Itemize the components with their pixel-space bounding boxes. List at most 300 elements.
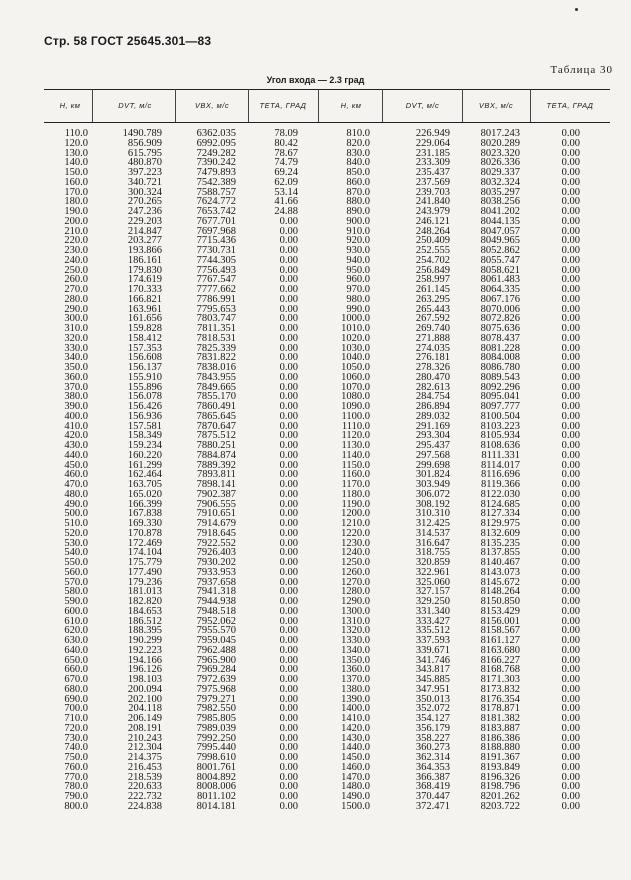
table-cell: 680.0 xyxy=(64,683,88,695)
column-header-h: H, км xyxy=(340,101,362,110)
table-cell: 8191.367 xyxy=(480,752,520,763)
table-cell: 7697.968 xyxy=(196,225,236,237)
table-cell: 343.817 xyxy=(415,664,450,676)
table-cell: 166.399 xyxy=(127,498,162,510)
table-cell: 1380.0 xyxy=(341,683,370,695)
column-header-dvt: DVT, м/с xyxy=(118,101,152,110)
table-cell: 0.00 xyxy=(561,742,580,754)
table-cell: 8067.176 xyxy=(480,293,520,305)
table-cell: 0.00 xyxy=(279,264,298,276)
table-cell: 1190.0 xyxy=(341,498,370,510)
table-cell: 8008.006 xyxy=(196,781,236,793)
table-cell: 8129.975 xyxy=(480,518,520,529)
table-cell: 0.00 xyxy=(561,664,580,676)
table-cell: 297.568 xyxy=(415,449,450,461)
table-cell: 276.181 xyxy=(415,352,450,364)
table-cell: 306.072 xyxy=(415,488,450,500)
table-cell: 8156.001 xyxy=(480,615,520,627)
table-cell: 460.0 xyxy=(64,469,88,481)
table-cell: 7860.491 xyxy=(196,401,236,412)
table-cell: 910.0 xyxy=(346,225,370,237)
table-cell: 310.310 xyxy=(415,508,450,520)
table-cell: 560.0 xyxy=(64,566,88,578)
table-cell: 282.613 xyxy=(415,381,450,393)
table-cell: 8111.331 xyxy=(481,449,520,461)
table-cell: 372.471 xyxy=(415,800,450,812)
table-cell: 330.0 xyxy=(64,342,88,354)
table-cell: 7998.610 xyxy=(196,752,236,763)
table-cell: 860.0 xyxy=(346,176,370,188)
table-cell: 8052.862 xyxy=(480,245,520,256)
table-cell: 0.00 xyxy=(561,752,580,763)
table-cell: 870.0 xyxy=(346,186,370,198)
table-cell: 8095.041 xyxy=(480,391,520,403)
table-cell: 333.427 xyxy=(415,615,450,627)
table-cell: 247.236 xyxy=(127,206,162,217)
table-cell: 8038.256 xyxy=(480,196,520,208)
table-cell: 78.09 xyxy=(274,128,298,139)
table-cell: 0.00 xyxy=(279,654,298,666)
table-cell: 7870.647 xyxy=(196,420,236,432)
table-cell: 1500.0 xyxy=(341,800,370,812)
table-cell: 246.121 xyxy=(415,215,450,227)
table-cell: 0.00 xyxy=(279,625,298,637)
table-cell: 480.870 xyxy=(127,157,162,169)
table-cell: 7992.250 xyxy=(196,732,236,744)
table-cell: 0.00 xyxy=(279,537,298,549)
table-cell: 0.00 xyxy=(561,547,580,559)
table-cell: 220.0 xyxy=(64,235,88,247)
table-cell: 0.00 xyxy=(279,732,298,744)
table-cell: 216.453 xyxy=(127,761,162,773)
table-cell: 8084.008 xyxy=(480,352,520,364)
table-cell: 303.949 xyxy=(415,479,450,490)
table-cell: 8140.467 xyxy=(480,557,520,568)
table-cell: 7914.679 xyxy=(196,518,236,529)
table-cell: 165.020 xyxy=(127,488,162,500)
table-cell: 0.00 xyxy=(561,381,580,393)
table-cell: 366.387 xyxy=(415,771,450,783)
table-cell: 280.0 xyxy=(64,293,88,305)
speck-mark xyxy=(575,8,578,11)
table-cell: 7875.512 xyxy=(196,430,236,442)
table-cell: 1340.0 xyxy=(341,644,370,656)
table-cell: 214.847 xyxy=(127,225,162,237)
table-cell: 350.013 xyxy=(415,693,450,705)
table-cell: 229.203 xyxy=(127,215,162,227)
table-cell: 295.437 xyxy=(415,440,450,451)
table-cell: 8044.135 xyxy=(480,215,520,227)
table-cell: 208.191 xyxy=(127,722,162,734)
table-cell: 8127.334 xyxy=(480,508,520,520)
table-cell: 186.512 xyxy=(127,615,162,627)
table-cell: 8168.768 xyxy=(480,664,520,676)
table-cell: 229.064 xyxy=(415,137,450,149)
table-cell: 660.0 xyxy=(64,664,88,676)
table-cell: 293.304 xyxy=(415,430,450,442)
table-cell: 520.0 xyxy=(64,527,88,539)
table-cell: 193.866 xyxy=(127,245,162,256)
table-cell: 8072.826 xyxy=(480,313,520,325)
table-cell: 1490.789 xyxy=(122,128,162,139)
table-cell: 291.169 xyxy=(415,420,450,432)
table-cell: 0.00 xyxy=(279,225,298,237)
table-cell: 1320.0 xyxy=(341,625,370,637)
table-cell: 350.0 xyxy=(64,362,88,373)
table-cell: 1100.0 xyxy=(341,410,370,422)
table-cell: 8124.685 xyxy=(480,498,520,510)
table-cell: 0.00 xyxy=(279,722,298,734)
table-cell: 0.00 xyxy=(561,284,580,295)
table-cell: 206.149 xyxy=(127,713,162,724)
table-cell: 0.00 xyxy=(279,518,298,529)
table-cell: 397.223 xyxy=(127,167,162,178)
table-cell: 7979.271 xyxy=(196,693,236,705)
table-cell: 308.192 xyxy=(415,498,450,510)
table-cell: 480.0 xyxy=(64,488,88,500)
table-cell: 0.00 xyxy=(279,323,298,334)
table-cell: 8186.386 xyxy=(480,732,520,744)
table-cell: 8078.437 xyxy=(480,332,520,344)
table-cell: 8122.030 xyxy=(480,488,520,500)
table-cell: 8153.429 xyxy=(480,605,520,617)
table-cell: 450.0 xyxy=(64,459,88,471)
column-header-vbx: VBX, м/с xyxy=(194,101,230,110)
table-cell: 0.00 xyxy=(279,596,298,607)
table-cell: 300.0 xyxy=(64,313,88,325)
table-cell: 8089.543 xyxy=(480,371,520,383)
table-cell: 920.0 xyxy=(346,235,370,247)
table-cell: 7959.045 xyxy=(196,635,236,646)
table-cell: 80.42 xyxy=(274,137,298,149)
table-cell: 158.349 xyxy=(127,430,162,442)
table-cell: 7880.251 xyxy=(196,440,236,451)
table-cell: 161.299 xyxy=(127,459,162,471)
table-cell: 0.00 xyxy=(279,342,298,354)
table-cell: 700.0 xyxy=(64,703,88,715)
table-cell: 8097.777 xyxy=(480,401,520,412)
table-cell: 7588.757 xyxy=(196,186,236,198)
table-cell: 1130.0 xyxy=(341,440,370,451)
table-cell: 8163.680 xyxy=(480,644,520,656)
table-cell: 8198.796 xyxy=(480,781,520,793)
table-cell: 233.309 xyxy=(415,157,450,169)
table-cell: 220.633 xyxy=(127,781,162,793)
table-cell: 8196.326 xyxy=(480,771,520,783)
table-cell: 970.0 xyxy=(346,284,370,295)
table-cell: 177.490 xyxy=(127,566,162,578)
table-cell: 78.67 xyxy=(274,147,298,159)
column-divider xyxy=(318,89,319,122)
table-cell: 0.00 xyxy=(279,742,298,754)
table-cell: 316.647 xyxy=(415,537,450,549)
table-cell: 8135.235 xyxy=(480,537,520,549)
table-cell: 1080.0 xyxy=(341,391,370,403)
table-cell: 1140.0 xyxy=(341,449,370,461)
table-cell: 0.00 xyxy=(561,186,580,198)
table-cell: 960.0 xyxy=(346,274,370,286)
table-cell: 530.0 xyxy=(64,537,88,549)
table-cell: 7653.742 xyxy=(196,206,236,217)
table-cell: 0.00 xyxy=(279,401,298,412)
table-cell: 856.909 xyxy=(127,137,162,149)
table-cell: 510.0 xyxy=(64,518,88,529)
table-cell: 240.0 xyxy=(64,254,88,266)
table-cell: 8047.057 xyxy=(480,225,520,237)
table-cell: 880.0 xyxy=(346,196,370,208)
table-cell: 7941.318 xyxy=(196,586,236,598)
table-cell: 325.060 xyxy=(415,576,450,588)
table-cell: 8020.289 xyxy=(480,137,520,149)
table-cell: 0.00 xyxy=(561,264,580,276)
table-cell: 0.00 xyxy=(561,459,580,471)
table-cell: 1470.0 xyxy=(341,771,370,783)
table-cell: 0.00 xyxy=(561,479,580,490)
table-cell: 0.00 xyxy=(279,703,298,715)
table-cell: 0.00 xyxy=(279,479,298,490)
table-cell: 1310.0 xyxy=(341,615,370,627)
table-cell: 7952.062 xyxy=(196,615,236,627)
table-cell: 8176.354 xyxy=(480,693,520,705)
table-cell: 8032.324 xyxy=(480,176,520,188)
table-cell: 1090.0 xyxy=(341,401,370,412)
table-cell: 339.671 xyxy=(415,644,450,656)
table-cell: 900.0 xyxy=(346,215,370,227)
table-cell: 239.703 xyxy=(415,186,450,198)
table-cell: 1270.0 xyxy=(341,576,370,588)
table-cell: 400.0 xyxy=(64,410,88,422)
table-cell: 0.00 xyxy=(561,449,580,461)
table-cell: 235.437 xyxy=(415,167,450,178)
table-cell: 7677.701 xyxy=(196,215,236,227)
table-cell: 140.0 xyxy=(64,157,88,169)
table-cell: 166.821 xyxy=(127,293,162,305)
table-cell: 1220.0 xyxy=(341,527,370,539)
table-cell: 0.00 xyxy=(561,674,580,685)
table-cell: 8035.297 xyxy=(480,186,520,198)
table-cell: 69.24 xyxy=(274,167,298,178)
table-cell: 0.00 xyxy=(279,615,298,627)
column-header-theta: ТЕТА, ГРАД xyxy=(259,101,307,110)
table-cell: 0.00 xyxy=(561,615,580,627)
table-cell: 0.00 xyxy=(561,313,580,325)
table-cell: 267.592 xyxy=(415,313,450,325)
table-cell: 1420.0 xyxy=(341,722,370,734)
table-cell: 0.00 xyxy=(279,469,298,481)
table-cell: 0.00 xyxy=(561,498,580,510)
table-cell: 0.00 xyxy=(561,654,580,666)
table-cell: 200.0 xyxy=(64,215,88,227)
table-cell: 250.409 xyxy=(415,235,450,247)
table-cell: 7948.518 xyxy=(196,605,236,617)
table-cell: 780.0 xyxy=(64,781,88,793)
table-cell: 8171.303 xyxy=(480,674,520,685)
table-cell: 340.0 xyxy=(64,352,88,364)
table-cell: 322.961 xyxy=(415,566,450,578)
table-cell: 7922.552 xyxy=(196,537,236,549)
table-cell: 280.470 xyxy=(415,371,450,383)
table-cell: 226.949 xyxy=(415,128,450,139)
table-cell: 0.00 xyxy=(561,440,580,451)
table-cell: 1240.0 xyxy=(341,547,370,559)
table-cell: 7803.747 xyxy=(196,313,236,325)
table-cell: 160.220 xyxy=(127,449,162,461)
table-cell: 0.00 xyxy=(561,420,580,432)
table-cell: 370.447 xyxy=(415,791,450,802)
table-cell: 0.00 xyxy=(279,420,298,432)
table-cell: 7786.991 xyxy=(196,293,236,305)
table-cell: 314.537 xyxy=(415,527,450,539)
table-cell: 1180.0 xyxy=(341,488,370,500)
table-cell: 278.326 xyxy=(415,362,450,373)
table-cell: 218.539 xyxy=(127,771,162,783)
table-cell: 7906.555 xyxy=(196,498,236,510)
table-cell: 770.0 xyxy=(64,771,88,783)
table-cell: 1400.0 xyxy=(341,703,370,715)
table-cell: 670.0 xyxy=(64,674,88,685)
table-cell: 0.00 xyxy=(561,352,580,364)
table-cell: 0.00 xyxy=(279,644,298,656)
table-cell: 150.0 xyxy=(64,167,88,178)
table-cell: 0.00 xyxy=(279,566,298,578)
table-cell: 130.0 xyxy=(64,147,88,159)
table-cell: 0.00 xyxy=(561,722,580,734)
table-cell: 1020.0 xyxy=(341,332,370,344)
table-cell: 1460.0 xyxy=(341,761,370,773)
table-cell: 310.0 xyxy=(64,323,88,334)
table-cell: 0.00 xyxy=(279,371,298,383)
table-cell: 740.0 xyxy=(64,742,88,754)
table-cell: 356.179 xyxy=(415,722,450,734)
table-cell: 0.00 xyxy=(279,674,298,685)
table-cell: 8145.672 xyxy=(480,576,520,588)
table-cell: 335.512 xyxy=(415,625,450,637)
table-cell: 174.619 xyxy=(127,274,162,286)
table-cell: 163.705 xyxy=(127,479,162,490)
table-cell: 6992.095 xyxy=(196,137,236,149)
table-cell: 540.0 xyxy=(64,547,88,559)
table-cell: 1480.0 xyxy=(341,781,370,793)
table-cell: 270.0 xyxy=(64,284,88,295)
table-cell: 7777.662 xyxy=(196,284,236,295)
table-cell: 8132.609 xyxy=(480,527,520,539)
table-cell: 7937.658 xyxy=(196,576,236,588)
table-cell: 7843.955 xyxy=(196,371,236,383)
table-cell: 159.828 xyxy=(127,323,162,334)
table-cell: 610.0 xyxy=(64,615,88,627)
table-cell: 760.0 xyxy=(64,761,88,773)
table-cell: 8004.892 xyxy=(196,771,236,783)
table-cell: 0.00 xyxy=(561,137,580,149)
table-cell: 1390.0 xyxy=(341,693,370,705)
table-cell: 289.032 xyxy=(415,410,450,422)
table-cell: 1490.0 xyxy=(341,791,370,802)
table-cell: 890.0 xyxy=(346,206,370,217)
table-cell: 0.00 xyxy=(561,196,580,208)
column-divider xyxy=(92,89,93,122)
column-header-h: H, км xyxy=(59,101,81,110)
table-cell: 258.997 xyxy=(415,274,450,286)
table-cell: 270.265 xyxy=(127,196,162,208)
table-cell: 650.0 xyxy=(64,654,88,666)
table-cell: 730.0 xyxy=(64,732,88,744)
table-cell: 320.0 xyxy=(64,332,88,344)
table-cell: 7969.284 xyxy=(196,664,236,676)
table-cell: 0.00 xyxy=(279,274,298,286)
table-cell: 0.00 xyxy=(561,215,580,227)
table-cell: 190.299 xyxy=(127,635,162,646)
table-cell: 7849.665 xyxy=(196,381,236,393)
table-cell: 8203.722 xyxy=(480,800,520,812)
table-cell: 0.00 xyxy=(279,332,298,344)
table-cell: 170.0 xyxy=(64,186,88,198)
table-cell: 0.00 xyxy=(279,254,298,266)
table-cell: 440.0 xyxy=(64,449,88,461)
table-cell: 0.00 xyxy=(561,635,580,646)
table-cell: 210.243 xyxy=(127,732,162,744)
table-cell: 157.353 xyxy=(127,342,162,354)
table-cell: 8173.832 xyxy=(480,683,520,695)
table-cell: 274.035 xyxy=(415,342,450,354)
table-cell: 0.00 xyxy=(561,410,580,422)
table-cell: 8183.887 xyxy=(480,722,520,734)
table-cell: 24.88 xyxy=(274,206,298,217)
table-cell: 320.859 xyxy=(415,557,450,568)
column-left-vbx xyxy=(178,129,236,812)
table-cell: 7542.389 xyxy=(196,176,236,188)
table-cell: 0.00 xyxy=(561,771,580,783)
table-cell: 0.00 xyxy=(561,518,580,529)
table-cell: 231.185 xyxy=(415,147,450,159)
table-cell: 8041.202 xyxy=(480,206,520,217)
table-cell: 0.00 xyxy=(279,245,298,256)
table-cell: 0.00 xyxy=(561,605,580,617)
table-cell: 600.0 xyxy=(64,605,88,617)
table-cell: 271.888 xyxy=(415,332,450,344)
table-cell: 186.161 xyxy=(127,254,162,266)
table-cell: 8092.296 xyxy=(480,381,520,393)
table-cell: 1370.0 xyxy=(341,674,370,685)
table-cell: 7767.547 xyxy=(196,274,236,286)
table-cell: 0.00 xyxy=(279,547,298,559)
table-cell: 7995.440 xyxy=(196,742,236,754)
table-cell: 550.0 xyxy=(64,557,88,568)
table-cell: 0.00 xyxy=(279,508,298,520)
table-cell: 254.702 xyxy=(415,254,450,266)
table-cell: 299.698 xyxy=(415,459,450,471)
table-cell: 161.656 xyxy=(127,313,162,325)
table-cell: 7811.351 xyxy=(197,323,236,334)
table-cell: 1050.0 xyxy=(341,362,370,373)
table-cell: 352.072 xyxy=(415,703,450,715)
table-cell: 7818.531 xyxy=(196,332,236,344)
table-cell: 198.103 xyxy=(127,674,162,685)
table-cell: 7972.639 xyxy=(196,674,236,685)
table-cell: 8075.636 xyxy=(480,323,520,334)
table-cell: 7795.653 xyxy=(196,303,236,315)
table-cell: 7898.141 xyxy=(196,479,236,490)
column-divider xyxy=(175,89,176,122)
table-cell: 0.00 xyxy=(561,488,580,500)
table-cell: 0.00 xyxy=(279,459,298,471)
table-cell: 470.0 xyxy=(64,479,88,490)
table-cell: 364.353 xyxy=(415,761,450,773)
table-cell: 6362.035 xyxy=(196,128,236,139)
table-cell: 0.00 xyxy=(279,498,298,510)
table-cell: 8017.243 xyxy=(480,128,520,139)
table-cell: 200.094 xyxy=(127,683,162,695)
table-cell: 8058.621 xyxy=(480,264,520,276)
